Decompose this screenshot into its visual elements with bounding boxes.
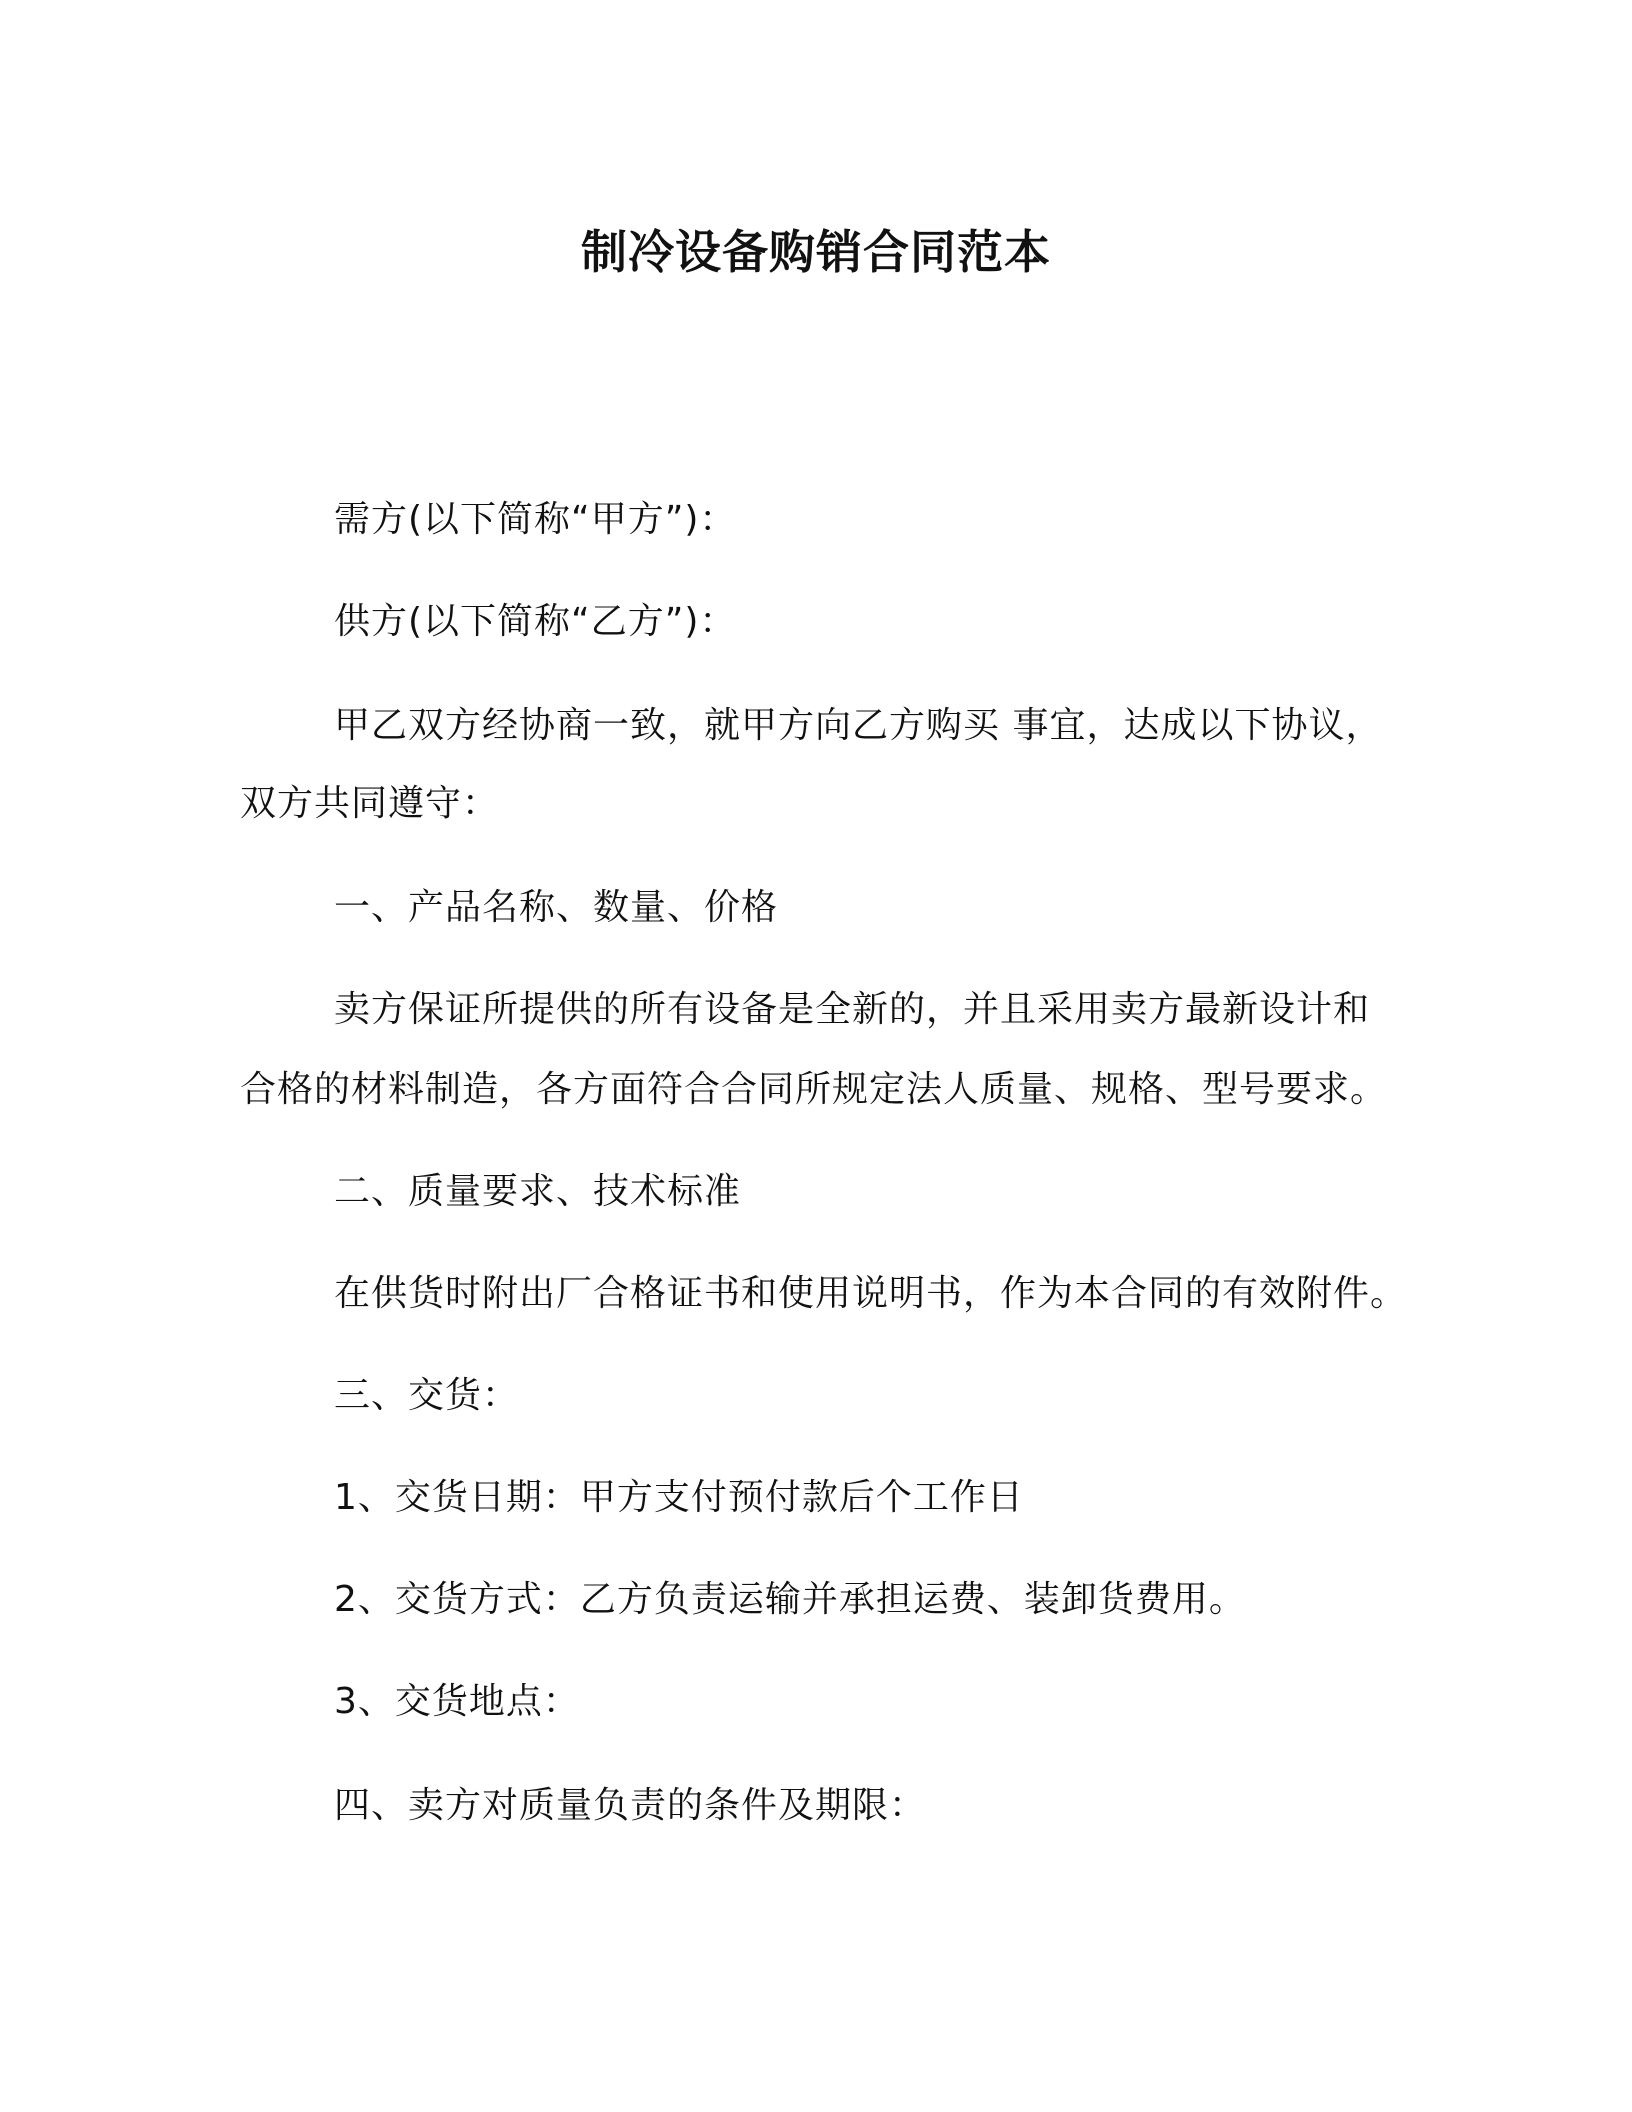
document-title: 制冷设备购销合同范本 [581,225,1051,279]
section-1-para-line-1: 卖方保证所提供的所有设备是全新的，并且采用卖方最新设计和 [334,989,1371,1030]
agreement-intro-line-2: 双方共同遵守： [240,783,500,824]
agreement-intro-line-1: 甲乙双方经协商一致，就甲方向乙方购买 事宜，达成以下协议， [334,705,1383,746]
party-b-line: 供方(以下简称“乙方”)： [334,601,737,642]
section-2-heading: 二、质量要求、技术标准 [334,1171,742,1212]
section-1-para-line-2: 合格的材料制造，各方面符合合同所规定法人质量、规格、型号要求。 [240,1069,1388,1110]
delivery-method-item: 2、交货方式：乙方负责运输并承担运费、装卸货费用。 [334,1579,1246,1620]
section-3-heading: 三、交货： [334,1375,520,1416]
section-1-heading: 一、产品名称、数量、价格 [334,887,779,928]
section-4-heading: 四、卖方对质量负责的条件及期限： [334,1785,927,1826]
delivery-date-item: 1、交货日期：甲方支付预付款后个工作日 [334,1477,1024,1518]
party-a-line: 需方(以下简称“甲方”)： [334,499,737,540]
section-2-para: 在供货时附出厂合格证书和使用说明书，作为本合同的有效附件。 [334,1273,1408,1314]
delivery-location-item: 3、交货地点： [334,1681,580,1722]
